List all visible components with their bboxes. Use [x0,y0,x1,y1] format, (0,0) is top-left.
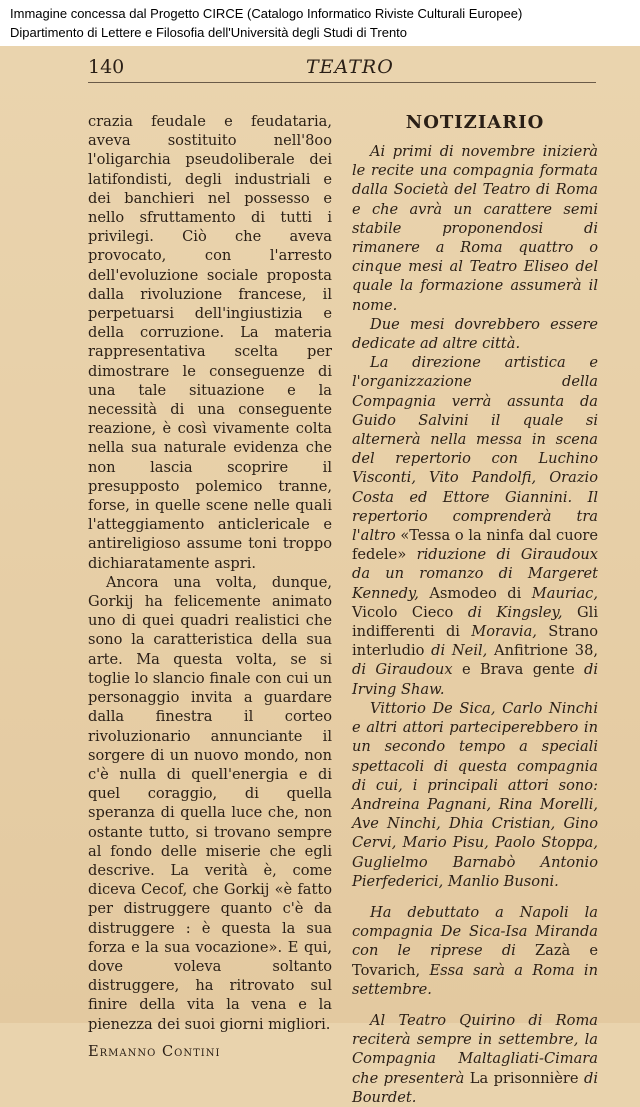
plays-zaza-tovarich: Zazà e Tovarich, [352,942,598,979]
play-prisonniere: La prisonnière [469,1069,579,1087]
running-title: TEATRO [306,56,394,78]
news-paragraph-1: Ai primi di novembre inizierà le recite una compagnia formata dalla Società del Teatro di Roma e che avrà un carattere semi stabile proponendosi di rimanere a Roma quattro o cinque mesi al Teatro Eliseo del quale la formazione assumerà il nome. [352,143,598,314]
play-anfitrione: Anfitrione 38, [494,642,599,660]
paragraph-gap [352,999,598,1011]
section-heading: NOTIZIARIO [405,112,545,133]
news-paragraph-4: Vittorio De Sica, Carlo Ninchi e altri attori parteciperebbero in un secondo tempo a speciali spettacoli di questa compagnia di cui, i principali attori sono: Andreina Pagnani, Rina Morelli, Ave Ninchi, Dhia Cristian, Gino Cervi, Mario Pisu, Paolo Stoppa, Guglielmo Barnabò Antonio Pierfederici, Manlio Busoni. [352,699,598,890]
author-neil: di Neil, [431,642,488,660]
repertoire-intro: La direzione artistica e l'organizzazione della Compagnia verrà assunta da Guido Salvini il quale si alternerà nella messa in scena del repertorio con Luchino Visconti, Vito Pandolfi, Orazio Costa ed Ettore Giannini. Il repertorio comprenderà tra l'altro [352,354,598,545]
author-kingsley: di Kingsley, [467,603,563,621]
quirino-text: Al Teatro Quirino di Roma reciterà sempre in settembre, la Compagnia Maltagliati-Cimara che presenterà [352,1011,598,1087]
author-signature: Ermanno Contini [88,1042,221,1060]
author-moravia: Moravia, [471,623,537,641]
right-column [352,112,598,1107]
play-vicolo: Vicolo Cieco [352,603,454,621]
tessa-note: riduzione di Giraudoux da un romanzo di Margeret Kennedy, [352,546,598,602]
banner-line-1: Immagine concessa dal Progetto CIRCE (Catalogo Informatico Riviste Culturali Europee) [10,6,523,21]
news-paragraph-3 [352,353,598,699]
play-brava-gente: e Brava gente [461,661,575,679]
debut-text: Ha debuttato a Napoli la compagnia De Sica-Isa Miranda con le riprese di [352,903,598,960]
page-header [88,56,596,80]
left-column [88,112,332,1061]
header-rule [88,82,596,83]
author-giraudoux: di Giraudoux [352,661,453,679]
left-paragraph-1: crazia feudale e feudataria, aveva sostituito nell'8oo l'oligarchia pseudoliberale dei latifondisti, degli industriali e dei banchieri nel possesso e nello sfruttamento di tutti i privilegi. Ciò che aveva provocato, con l'arresto dell'evoluzione sociale proposta dalla rivoluzione francese, il perpetuarsi dell'ingiustizia e della corruzione. La materia rappresentativa scelta per dimostrare le conseguenze di una tale situazione e la necessità di una conseguente reazione, è così vivamente colta nella sua naturale evidenza che non lascia scoprire il presupposto polemico tranne, forse, in quelle scene nelle quali l'atteggiamento anticlericale e antireligioso assume toni troppo dichiaratamente aspri. [88,113,332,572]
play-indifferenti: Gli indifferenti di [352,603,599,641]
page-number: 140 [88,56,125,78]
play-tessa: «Tessa o la ninfa dal cuore fedele» [352,527,598,564]
scanned-page [0,46,640,1106]
news-paragraph-6 [352,1011,598,1107]
banner-line-2: Dipartimento di Lettere e Filosofia dell'Università degli Studi di Trento [10,25,408,40]
news-paragraph-2: Due mesi dovrebbero essere dedicate ad altre città. [352,315,598,353]
left-paragraph-2: Ancora una volta, dunque, Gorkij ha felicemente animato uno di quei quadri realistici che sono la caratteristica della sua arte. Ma questa volta, se si toglie lo slancio finale con cui un personaggio invita a guardare dalla finestra il corteo rivoluzionario annunciante il sorgere di un nuovo mondo, non c'è nulla di quell'energia e di quel coraggio, di quella speranza di quella luce che, non ostante tutto, si trovano sempre al fondo delle miserie che egli descrive. La verità è, come diceva Cecof, che Gorkij «è fatto per distruggere quanto c'è da distruggere : è questa la sua forza e la sua vocazione». E qui, dove voleva soltanto distruggere, ha ritrovato sul finire della vita la vena e la pienezza dei suoi giorni migliori. [88,573,332,1033]
debut-tail: Essa sarà a Roma in settembre. [352,961,598,998]
play-strano: Strano interludio [352,623,599,660]
source-banner [0,0,640,46]
play-asmodeo: Asmodeo di [429,584,522,602]
author-bourdet: di Bourdet. [352,1069,599,1106]
author-mauriac: Mauriac, [531,584,598,602]
paragraph-gap [352,891,598,903]
news-paragraph-5 [352,903,598,999]
author-shaw: di Irving Shaw. [352,661,598,698]
